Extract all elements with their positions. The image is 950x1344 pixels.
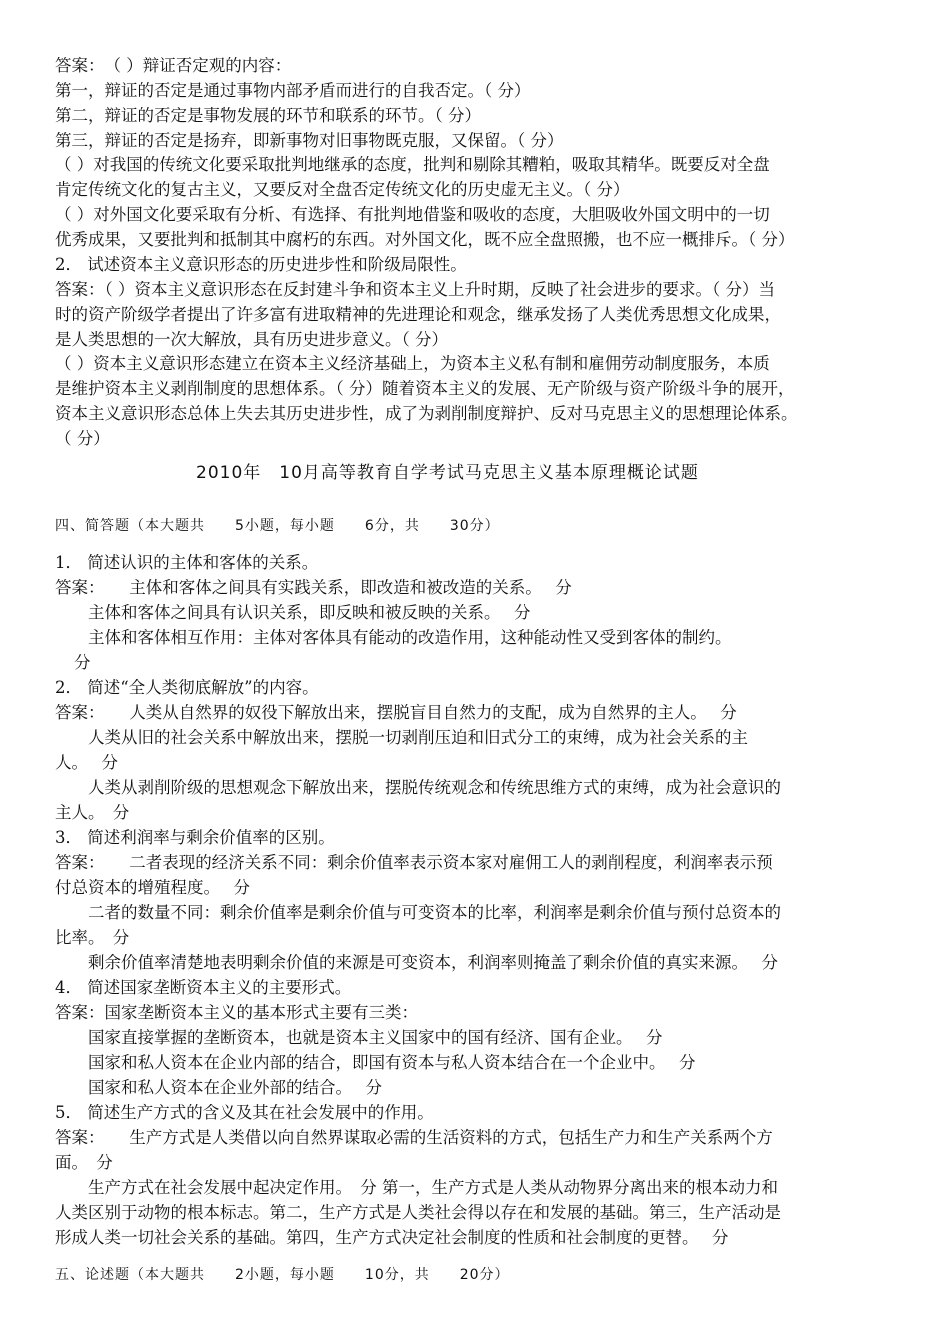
answer-line: 资本主义意识形态总体上失去其历史进步性，成了为剥削制度辩护、反对马克思主义的思想理论体系。 bbox=[55, 404, 798, 423]
answer-line: 答案： （ ）辩证否定观的内容： bbox=[55, 56, 292, 75]
answer-line: 答案： 主体和客体之间具有实践关系，即改造和被改造的关系。 分 bbox=[55, 578, 572, 597]
answer-line: （ ）资本主义意识形态建立在资本主义经济基础上，为资本主义私有制和雇佣劳动制度服务，本质 bbox=[55, 354, 770, 373]
answer-line: 第二，辩证的否定是事物发展的环节和联系的环节。（ 分） bbox=[55, 106, 481, 125]
answer-line: 国家和私人资本在企业内部的结合，即国有资本与私人资本结合在一个企业中。 分 bbox=[88, 1053, 696, 1072]
answer-line: 答案：国家垄断资本主义的基本形式主要有三类： bbox=[55, 1003, 418, 1022]
answer-line: （ 分） bbox=[55, 429, 110, 448]
answer-line: （ ）对外国文化要采取有分析、有选择、有批判地借鉴和吸收的态度，大胆吸收外国文明中的一切 bbox=[55, 205, 770, 224]
answer-line: 答案： 人类从自然界的奴役下解放出来，摆脱盲目自然力的支配，成为自然界的主人。 分 bbox=[55, 703, 737, 722]
answer-line: 答案：（ ）资本主义意识形态在反封建斗争和资本主义上升时期，反映了社会进步的要求。（ 分）当 bbox=[55, 280, 775, 299]
answer-line: 人类区别于动物的根本标志。第二，生产方式是人类社会得以存在和发展的基础。第三，生产活动是 bbox=[55, 1203, 781, 1222]
answer-line: 答案： 生产方式是人类借以向自然界谋取必需的生活资料的方式，包括生产力和生产关系两个方 bbox=[55, 1128, 773, 1147]
answer-line: 是人类思想的一次大解放，具有历史进步意义。（ 分） bbox=[55, 330, 448, 349]
answer-line: （ ）对我国的传统文化要采取批判地继承的态度，批判和剔除其糟粕，吸取其精华。既要反对全盘 bbox=[55, 155, 770, 174]
answer-line: 答案： 二者表现的经济关系不同：剩余价值率表示资本家对雇佣工人的剥削程度，利润率表示预 bbox=[55, 853, 773, 872]
answer-line: 是维护资本主义剥削制度的思想体系。（ 分）随着资本主义的发展、无产阶级与资产阶级斗争的展开， bbox=[55, 379, 795, 398]
answer-line: 人类从剥削阶级的思想观念下解放出来，摆脱传统观念和传统思维方式的束缚，成为社会意识的 bbox=[88, 778, 781, 797]
answer-line: 国家和私人资本在企业外部的结合。 分 bbox=[88, 1078, 382, 1097]
answer-line: 肯定传统文化的复古主义，又要反对全盘否定传统文化的历史虚无主义。（ 分） bbox=[55, 180, 630, 199]
answer-line: 付总资本的增殖程度。 分 bbox=[55, 878, 250, 897]
answer-line: 主人。 分 bbox=[55, 803, 130, 822]
exam-heading: 2010年 10月高等教育自学考试马克思主义基本原理概论试题 bbox=[196, 463, 699, 483]
section-title: 四、简答题（本大题共 5小题，每小题 6分，共 30分） bbox=[55, 518, 500, 534]
answer-line: 主体和客体相互作用：主体对客体具有能动的改造作用，这种能动性又受到客体的制约。 bbox=[88, 628, 732, 647]
answer-line: 生产方式在社会发展中起决定作用。 分 第一，生产方式是人类从动物界分离出来的根本动力和 bbox=[88, 1178, 778, 1197]
question-line: 3． 简述利润率与剩余价值率的区别。 bbox=[55, 828, 335, 847]
question-line: 1． 简述认识的主体和客体的关系。 bbox=[55, 553, 319, 572]
answer-line: 时的资产阶级学者提出了许多富有进取精神的先进理论和观念，继承发扬了人类优秀思想文化成果， bbox=[55, 305, 781, 324]
answer-line: 形成人类一切社会关系的基础。第四，生产方式决定社会制度的性质和社会制度的更替。 分 bbox=[55, 1228, 729, 1247]
question-line: 4． 简述国家垄断资本主义的主要形式。 bbox=[55, 978, 352, 997]
answer-line: 面。 分 bbox=[55, 1153, 113, 1172]
answer-line: 优秀成果，又要批判和抵制其中腐朽的东西。对外国文化，既不应全盘照搬，也不应一概排斥。（ 分） bbox=[55, 230, 795, 249]
question-line: 5． 简述生产方式的含义及其在社会发展中的作用。 bbox=[55, 1103, 434, 1122]
answer-line: 人类从旧的社会关系中解放出来，摆脱一切剥削压迫和旧式分工的束缚，成为社会关系的主 bbox=[88, 728, 748, 747]
question-line: 2． 简述“全人类彻底解放”的内容。 bbox=[55, 678, 319, 697]
section-title: 五、论述题（本大题共 2小题，每小题 10分，共 20分） bbox=[55, 1267, 510, 1283]
answer-line: 剩余价值率清楚地表明剩余价值的来源是可变资本，利润率则掩盖了剩余价值的真实来源。 分 bbox=[88, 953, 778, 972]
answer-line: 比率。 分 bbox=[55, 928, 130, 947]
answer-line: 第三，辩证的否定是扬弃，即新事物对旧事物既克服，又保留。（ 分） bbox=[55, 131, 564, 150]
question-line: 2． 试述资本主义意识形态的历史进步性和阶级局限性。 bbox=[55, 255, 467, 274]
answer-line: 人。 分 bbox=[55, 753, 118, 772]
answer-line: 分 bbox=[74, 653, 91, 672]
answer-line: 国家直接掌握的垄断资本，也就是资本主义国家中的国有经济、国有企业。 分 bbox=[88, 1028, 663, 1047]
answer-line: 二者的数量不同：剩余价值率是剩余价值与可变资本的比率，利润率是剩余价值与预付总资本的 bbox=[88, 903, 781, 922]
answer-line: 第一，辩证的否定是通过事物内部矛盾而进行的自我否定。（ 分） bbox=[55, 81, 531, 100]
answer-line: 主体和客体之间具有认识关系，即反映和被反映的关系。 分 bbox=[88, 603, 531, 622]
